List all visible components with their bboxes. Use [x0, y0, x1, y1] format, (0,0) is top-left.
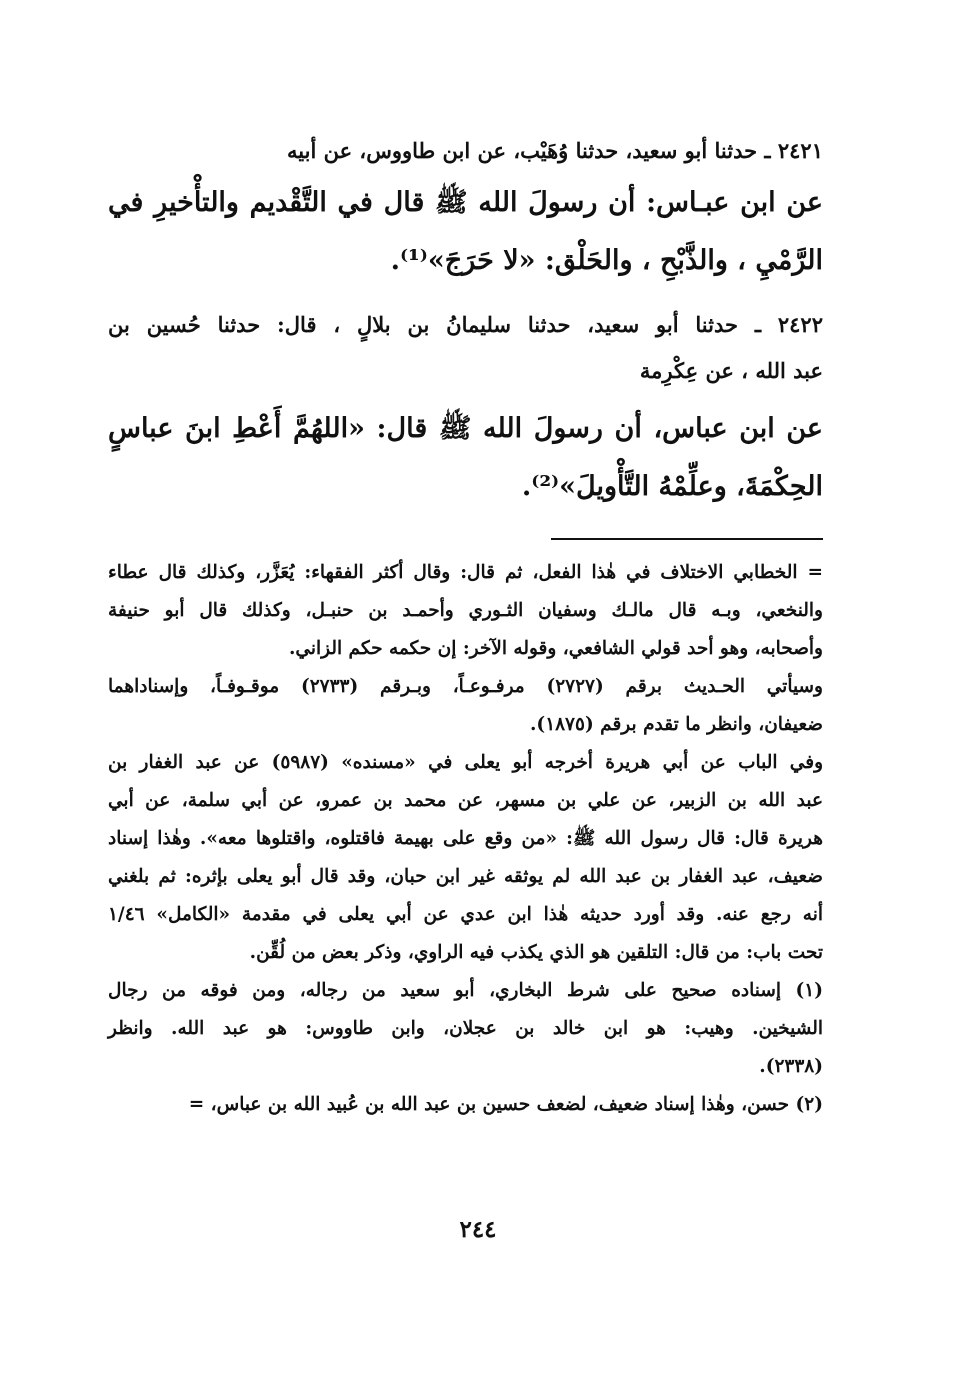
page-number: ٢٤٤: [459, 1216, 497, 1243]
hadith-2422-isnad-line-2: عبد الله ، عن عِكْرِمة: [639, 358, 823, 383]
hadith-2422-matn-line-1: عن ابن عباس، أن رسولَ الله ﷺ قال: «اللهُمَّ أَعْطِ ابنَ عباسٍ: [108, 413, 823, 444]
hadith-2421-matn-line-1: عن ابن عبـاس: أن رسولَ الله ﷺ قال في التَّقْديم والتأْخيرِ في: [108, 187, 823, 218]
hadith-2422: [108, 302, 823, 516]
footnote-line: = الخطابي الاختلاف في هٰذا الفعل، ثم قال: وقال أكثر الفقهاء: يُعَزَّر، وكذلك قال عطاء: [108, 562, 823, 583]
hadith-2422-isnad-line-1: ٢٤٢٢ ـ حدثنا أبو سعيد، حدثنا سليمانُ بن بلالٍ ، قال: حدثنا حُسين بن: [108, 312, 823, 337]
footnote-line: ضعيفان، وانظر ما تقدم برقم (١٨٧٥).: [529, 714, 823, 735]
hadith-2422-matn-line-2: الحِكْمَةَ، وعلِّمْهُ التَّأْويلَ»⁽²⁾.: [521, 471, 823, 502]
hadith-2421: [108, 128, 823, 290]
footnote-1-line: الشيخين. وهيب: هو ابن خالد بن عجلان، وابن طاووس: هو عبد الله. وانظر: [108, 1018, 823, 1039]
footnote-line: وفي الباب عن أبي هريرة أخرجه أبو يعلى في «مسنده» (٥٩٨٧) عن عبد الغفار بن: [108, 752, 824, 773]
footnote-line: تحت باب: من قال: التلقين هو الذي يكذب فيه الراوي، وذكر بعض من لُقِّن.: [249, 942, 823, 963]
page-body: [108, 128, 823, 1124]
footnote-line: وسيأتي الحـديث برقم (٢٧٢٧) مرفـوعـاً، وبـرقم (٢٧٣٣) موقـوفـاً، وإسناداهما: [108, 676, 823, 697]
footnote-line: وأصحابه، وهو أحد قولي الشافعي، وقوله الآخر: إن حكمه حكم الزاني.: [288, 638, 823, 659]
footnote-1-line: (١) إسناده صحيح على شرط البخاري، أبو سعيد من رجاله، ومن فوقه من رجال: [108, 980, 823, 1001]
footnote-line: أنه رجع عنه. وقد أورد حديثه هٰذا ابن عدي عن أبي يعلى في مقدمة «الكامل» ١/٤٦: [108, 904, 823, 925]
footnote-line: هريرة قال: قال رسول الله ﷺ: «من وقع على بهيمة فاقتلوه، واقتلوها معه». وهٰذا إسناد: [108, 828, 823, 849]
footnote-divider: [551, 538, 823, 540]
footnote-line: والنخعي، وبـه قال مالـك وسفيان الثـوري وأحمـد بن حنبـل، وكذلك قال أبو حنيفة: [108, 600, 823, 621]
hadith-2421-isnad: ٢٤٢١ ـ حدثنا أبو سعيد، حدثنا وُهَيْب، عن ابن طاووس، عن أبيه: [287, 138, 823, 163]
footnote-2-line: (٢) حسن، وهٰذا إسناد ضعيف، لضعف حسين بن عبد الله بن عُبيد الله بن عباس، =: [188, 1094, 823, 1115]
footnote-line: ضعيف، عبد الغفار بن عبد الله لم يوثقه غير ابن حبان، وقد قال أبو يعلى بإثره: ثم بلغني: [108, 866, 823, 887]
footnotes: [108, 554, 823, 1124]
footnote-line: عبد الله بن الزبير، عن علي بن مسهر، عن محمد بن عمرو، عن أبي سلمة، عن أبي: [108, 790, 823, 811]
hadith-2421-matn-line-2: الرَّمْيِ ، والذَّبْحِ ، والحَلْق: «لا حَرَجَ»⁽¹⁾.: [390, 245, 823, 276]
footnote-1-line: (٢٣٣٨).: [759, 1056, 823, 1077]
